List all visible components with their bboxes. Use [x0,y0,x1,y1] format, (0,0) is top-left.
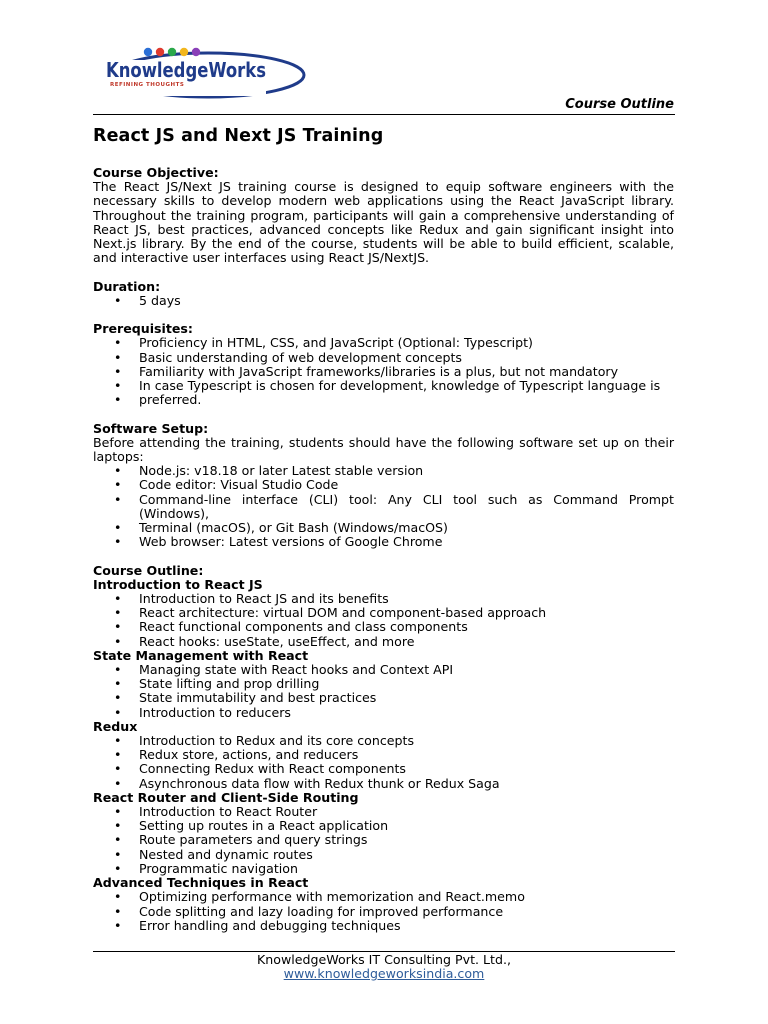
logo-tagline: REFINING THOUGHTS [110,82,185,88]
list-item: • Command-line interface (CLI) tool: Any CLI tool such as Command Prompt (Windows), [114,491,674,521]
list-item: • Route parameters and query strings [114,832,368,848]
header-divider [93,114,675,115]
list-item: • Redux store, actions, and reducers [114,747,359,763]
website-link[interactable]: www.knowledgeworksindia.com [283,966,485,981]
list-item: • Introduction to React JS and its benefits [114,591,389,607]
prerequisites-list [93,336,674,407]
duration-heading: Duration: [93,278,161,294]
list-item: • React hooks: useState, useEffect, and more [114,633,415,649]
list-item: • Introduction to reducers [114,704,291,720]
list-item: • Asynchronous data flow with Redux thunk or Redux Saga [114,775,500,791]
section-label: Course Outline [565,97,674,112]
objective-heading: Course Objective: [93,165,219,180]
list-item: • Connecting Redux with React components [114,761,406,777]
module-list [93,805,674,876]
module-list [93,663,674,720]
list-item: • preferred. [114,392,202,408]
list-item: • Introduction to React Router [114,804,318,820]
software-intro: Before attending the training, students should have the following software set up on their laptops: [93,434,674,465]
footer-company: KnowledgeWorks IT Consulting Pvt. Ltd., [257,952,511,967]
list-item: • State lifting and prop drilling [114,676,320,692]
logo-graphic [104,46,310,102]
module-title: Redux [93,718,138,734]
list-item: • Introduction to Redux and its core concepts [114,733,415,749]
duration-list [93,294,674,308]
module-list [93,734,674,791]
list-item: • 5 days [114,292,181,308]
list-item: • Error handling and debugging techniques [114,917,401,933]
list-item: • Terminal (macOS), or Git Bash (Windows/macOS) [114,520,448,536]
document-body [93,166,674,933]
list-item: • Code editor: Visual Studio Code [114,477,339,493]
module-title: State Management with React [93,647,309,663]
logo-wordmark: KnowledgeWorks [106,58,266,82]
outline-heading: Course Outline: [93,562,204,578]
list-item: • Proficiency in HTML, CSS, and JavaScript (Optional: Typescript) [114,335,533,351]
knowledgeworks-logo [104,46,310,102]
list-item: • Programmatic navigation [114,860,298,876]
list-item: • Managing state with React hooks and Context API [114,662,454,678]
list-item: • State immutability and best practices [114,690,377,706]
module-list [93,890,674,933]
software-heading: Software Setup: [93,420,209,436]
list-item: • In case Typescript is chosen for development, knowledge of Typescript language is [114,378,661,394]
module-title: React Router and Client-Side Routing [93,789,359,805]
list-item: • React architecture: virtual DOM and component-based approach [114,605,547,621]
software-list [93,464,674,549]
module-title: Introduction to React JS [93,576,263,592]
prerequisites-heading: Prerequisites: [93,321,193,337]
module-title: Advanced Techniques in React [93,875,309,891]
module-list [93,592,674,649]
page-title: React JS and Next JS Training [93,126,384,146]
objective-text: The React JS/Next JS training course is designed to equip software engineers with the necessary skills to develop modern web applications using the React JavaScript library. Throughout the training program, participants will gain a comprehensive understanding of React JS, best practices, advanced concepts like Redux and gain significant insight into Next.js library. By the end of the course, students will be able to build efficient, scalable, and interactive user interfaces using React JS/NextJS. [93,179,674,266]
footer-url-container [93,966,675,981]
list-item: • Optimizing performance with memorization and React.memo [114,889,525,905]
list-item: • React functional components and class components [114,619,468,635]
list-item: • Code splitting and lazy loading for improved performance [114,903,504,919]
list-item: • Nested and dynamic routes [114,846,313,862]
list-item: • Node.js: v18.18 or later Latest stable version [114,463,424,479]
list-item: • Basic understanding of web development concepts [114,349,462,365]
list-item: • Familiarity with JavaScript frameworks/libraries is a plus, but not mandatory [114,363,619,379]
list-item: • Web browser: Latest versions of Google Chrome [114,534,443,550]
list-item: • Setting up routes in a React application [114,818,389,834]
